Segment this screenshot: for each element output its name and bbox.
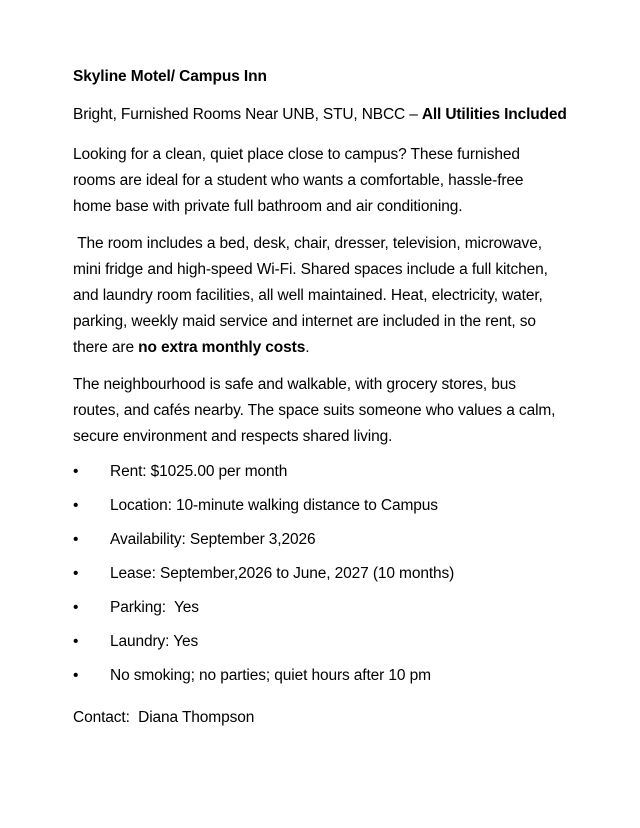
list-item-label: No smoking; no parties; quiet hours after 10 pm <box>110 667 431 684</box>
bullet-point-icon: • <box>73 497 79 514</box>
contact-line: Contact: Diana Thompson <box>73 709 255 726</box>
bullet-point-icon: • <box>73 599 79 616</box>
list-item <box>73 665 557 699</box>
list-item <box>73 631 557 665</box>
amenities-lead-text: The room includes a bed, desk, chair, dresser, television, microwave, mini fridge and high-speed Wi-Fi. Shared spaces include a full kitchen, and laundry room facilities, all well maintained. Heat, electricity, water, parking, weekly maid service and internet are included in the rent, so there are <box>73 235 552 356</box>
amenities-bold-text: no extra monthly costs <box>138 339 306 356</box>
bullet-point-icon: • <box>73 667 79 684</box>
list-item <box>73 563 557 597</box>
list-item-label: Parking: Yes <box>110 599 199 616</box>
list-item <box>73 529 557 563</box>
details-bullet-list <box>73 461 557 699</box>
amenities-tail-text: . <box>305 339 310 356</box>
list-item <box>73 461 557 495</box>
list-item-label: Lease: September,2026 to June, 2027 (10 months) <box>110 565 455 582</box>
bullet-point-icon: • <box>73 463 79 480</box>
document-subtitle <box>73 104 567 126</box>
bullet-point-icon: • <box>73 633 79 650</box>
list-item <box>73 495 557 529</box>
paragraph-intro: Looking for a clean, quiet place close to campus? These furnished rooms are ideal for a student who wants a comfortable, hassle-free home base with private full bathroom and air conditioning. <box>73 146 528 215</box>
list-item-label: Availability: September 3,2026 <box>110 531 316 548</box>
subtitle-normal-text: Bright, Furnished Rooms Near UNB, STU, NBCC – <box>73 106 422 123</box>
bullet-point-icon: • <box>73 565 79 582</box>
subtitle-bold-text: All Utilities Included <box>421 106 567 123</box>
bullet-point-icon: • <box>73 531 79 548</box>
list-item-label: Rent: $1025.00 per month <box>110 463 288 480</box>
page-title: Skyline Motel/ Campus Inn <box>73 68 267 85</box>
list-item <box>73 597 557 631</box>
paragraph-amenities <box>73 231 557 361</box>
list-item-label: Location: 10-minute walking distance to Campus <box>110 497 438 514</box>
list-item-label: Laundry: Yes <box>110 633 199 650</box>
paragraph-neighbourhood: The neighbourhood is safe and walkable, with grocery stores, bus routes, and cafés nearby. The space suits someone who values a calm, secure environment and respects shared living. <box>73 376 560 445</box>
